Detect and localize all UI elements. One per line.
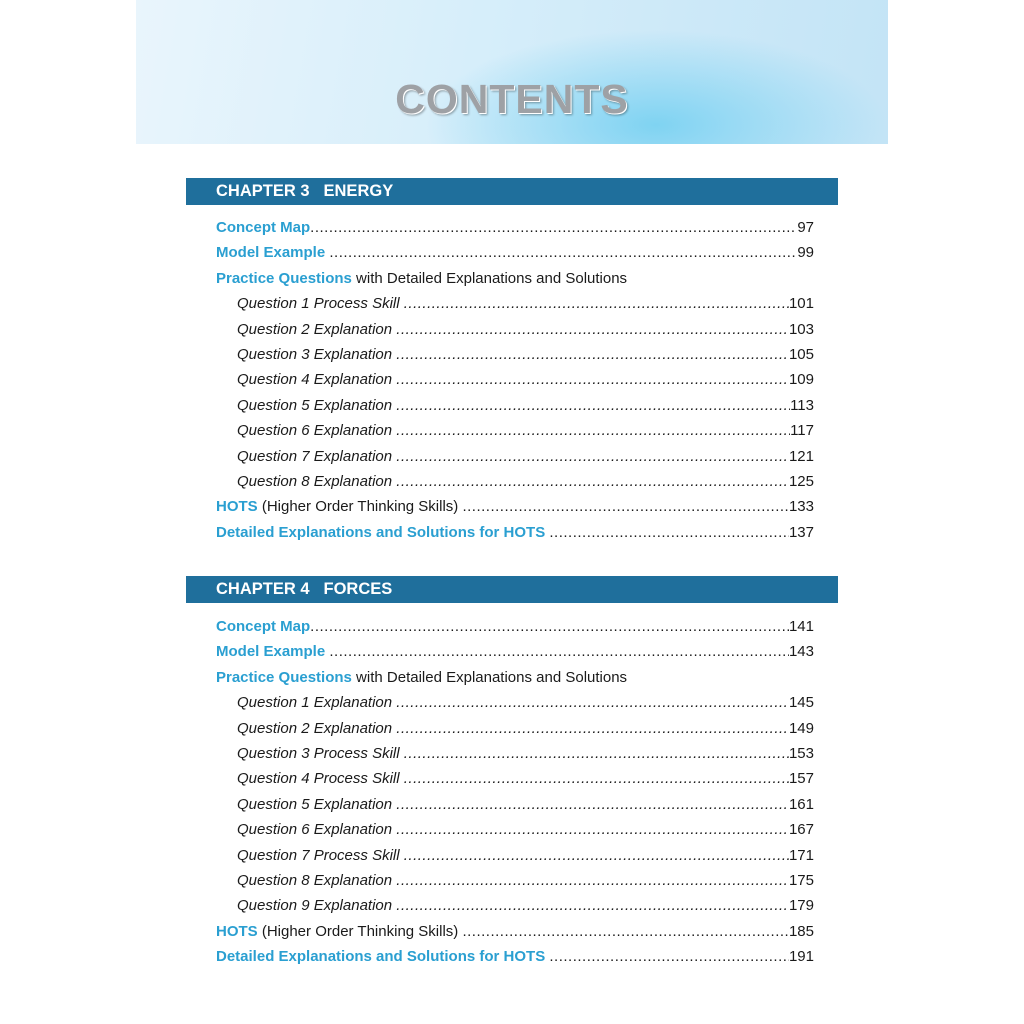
- dot-leader: [396, 448, 789, 465]
- toc-entry-label: [216, 669, 627, 686]
- dot-leader: [396, 473, 789, 490]
- page-number: 113: [790, 397, 814, 414]
- dot-leader: [404, 295, 789, 312]
- page-number: 143: [788, 643, 814, 660]
- toc-entry-text: Question 1 Process Skill: [237, 295, 404, 312]
- page-number: 171: [788, 847, 814, 864]
- dot-leader: [329, 244, 797, 261]
- page-number: 167: [788, 821, 814, 838]
- dot-leader: [404, 770, 789, 787]
- toc-entry: [237, 346, 814, 366]
- toc-entry-label: [237, 321, 396, 338]
- toc-entry: [237, 448, 814, 468]
- dot-leader: [396, 821, 789, 838]
- toc-entry-highlight: Practice Questions: [216, 270, 352, 287]
- page-number: 121: [788, 448, 814, 465]
- toc-entry-label: [216, 923, 462, 940]
- toc-entry-text: (Higher Order Thinking Skills): [257, 498, 463, 515]
- toc-entry: [216, 524, 814, 544]
- toc-entry-text: Question 9 Explanation: [237, 897, 397, 914]
- chapter-name: ENERGY: [323, 182, 394, 200]
- chapter-3-header: [186, 178, 838, 205]
- header-banner: [136, 0, 888, 144]
- page-number: 103: [788, 321, 814, 338]
- page-number: 109: [788, 371, 814, 388]
- chapter-number: CHAPTER 3: [216, 182, 310, 200]
- toc-entry-text: with Detailed Explanations and Solutions: [351, 270, 628, 287]
- toc-entry: [216, 618, 814, 638]
- dot-leader: [549, 524, 789, 541]
- toc-entry: [237, 770, 814, 790]
- toc-entry-label: [237, 796, 396, 813]
- dot-leader: [310, 219, 797, 236]
- toc-entry-label: [237, 295, 404, 312]
- page-number: 105: [788, 346, 814, 363]
- toc-entry-label: [237, 694, 396, 711]
- toc-entry: [216, 643, 814, 663]
- toc-entry-highlight: Practice Questions: [216, 669, 352, 686]
- toc-entry: [216, 219, 814, 239]
- page-number: 161: [788, 796, 814, 813]
- page-number: 153: [788, 745, 814, 762]
- toc-entry-text: Question 5 Explanation: [237, 796, 397, 813]
- toc-entry-highlight: Concept Map: [216, 219, 311, 236]
- toc-entry-label: [237, 397, 396, 414]
- dot-leader: [396, 321, 789, 338]
- toc-entry: [237, 371, 814, 391]
- dot-leader: [404, 745, 789, 762]
- toc-entry: [216, 498, 814, 518]
- toc-entry: [216, 270, 814, 290]
- dot-leader: [310, 618, 789, 635]
- page-number: 99: [797, 244, 814, 261]
- toc-entry-label: [237, 422, 396, 439]
- page-title: CONTENTS: [395, 76, 629, 122]
- toc-entry: [237, 745, 814, 765]
- dot-leader: [396, 371, 789, 388]
- toc-entry: [237, 321, 814, 341]
- page-number: 97: [797, 219, 814, 236]
- page-number: 101: [788, 295, 814, 312]
- toc-entry-highlight: Concept Map: [216, 618, 311, 635]
- toc-entry: [237, 397, 814, 417]
- toc-entry-label: [237, 872, 396, 889]
- page-number: 191: [788, 948, 814, 965]
- page-number: 137: [788, 524, 814, 541]
- toc-entry-label: [237, 821, 396, 838]
- toc-entry: [237, 847, 814, 867]
- toc-entry-text: with Detailed Explanations and Solutions: [351, 669, 628, 686]
- dot-leader: [396, 422, 790, 439]
- page-number: 141: [788, 618, 814, 635]
- toc-entry-label: [237, 371, 396, 388]
- toc-entry-highlight: HOTS: [216, 923, 258, 940]
- toc-entry: [237, 473, 814, 493]
- toc-entry-text: Question 4 Process Skill: [237, 770, 404, 787]
- toc-entry: [216, 244, 814, 264]
- toc-entry-text: Question 4 Explanation: [237, 371, 397, 388]
- page-number: 133: [788, 498, 814, 515]
- toc-entry: [216, 923, 814, 943]
- page-number: 149: [788, 720, 814, 737]
- toc-entry: [237, 720, 814, 740]
- toc-entry-text: Question 8 Explanation: [237, 872, 397, 889]
- toc-entry: [237, 796, 814, 816]
- page-number: 157: [788, 770, 814, 787]
- toc-entry-text: Question 2 Explanation: [237, 720, 397, 737]
- dot-leader: [462, 498, 789, 515]
- toc-entry-text: Question 1 Explanation: [237, 694, 397, 711]
- toc-entry-text: Question 7 Process Skill: [237, 847, 404, 864]
- toc-entry: [216, 948, 814, 968]
- chapter-4-header: [186, 576, 838, 603]
- dot-leader: [396, 872, 789, 889]
- dot-leader: [462, 923, 789, 940]
- toc-entry-text: Question 6 Explanation: [237, 422, 397, 439]
- toc-entry-text: (Higher Order Thinking Skills): [257, 923, 463, 940]
- toc-entry-label: [237, 473, 396, 490]
- toc-entry-label: [237, 720, 396, 737]
- toc-entry-text: Question 8 Explanation: [237, 473, 397, 490]
- page-number: 145: [788, 694, 814, 711]
- dot-leader: [396, 694, 789, 711]
- toc-entry-label: [216, 270, 627, 287]
- toc-entry-label: [216, 948, 549, 965]
- toc-entry-label: [216, 244, 329, 261]
- toc-entry-label: [237, 448, 396, 465]
- toc-entry: [216, 669, 814, 689]
- dot-leader: [329, 643, 789, 660]
- dot-leader: [396, 346, 789, 363]
- toc-entry-text: Question 3 Explanation: [237, 346, 397, 363]
- toc-entry-label: [216, 618, 310, 635]
- toc-entry: [237, 295, 814, 315]
- dot-leader: [396, 397, 790, 414]
- toc-entry-label: [237, 745, 404, 762]
- dot-leader: [396, 720, 789, 737]
- toc-entry-label: [216, 219, 310, 236]
- toc-entry-label: [216, 643, 329, 660]
- toc-entry-text: Question 6 Explanation: [237, 821, 397, 838]
- toc-entry-text: Question 2 Explanation: [237, 321, 397, 338]
- dot-leader: [396, 796, 789, 813]
- toc-entry-label: [216, 524, 549, 541]
- toc-entry-highlight: Detailed Explanations and Solutions for HOTS: [216, 948, 546, 965]
- toc-entry-highlight: HOTS: [216, 498, 258, 515]
- toc-entry-label: [216, 498, 462, 515]
- toc-entry: [237, 821, 814, 841]
- page-number: 185: [788, 923, 814, 940]
- toc-entry-label: [237, 346, 396, 363]
- dot-leader: [396, 897, 789, 914]
- page-number: 117: [790, 422, 814, 439]
- dot-leader: [404, 847, 789, 864]
- toc-entry-label: [237, 770, 404, 787]
- chapter-name: FORCES: [323, 580, 393, 598]
- toc-entry-text: Question 3 Process Skill: [237, 745, 404, 762]
- page-number: 179: [788, 897, 814, 914]
- toc-entry: [237, 872, 814, 892]
- toc-entry-text: Question 7 Explanation: [237, 448, 397, 465]
- dot-leader: [549, 948, 789, 965]
- toc-entry-highlight: Model Example: [216, 643, 326, 660]
- toc-entry: [237, 422, 814, 442]
- toc-entry: [237, 694, 814, 714]
- toc-entry-label: [237, 897, 396, 914]
- toc-entry: [237, 897, 814, 917]
- toc-entry-text: Question 5 Explanation: [237, 397, 397, 414]
- page-number: 125: [788, 473, 814, 490]
- toc-entry-highlight: Detailed Explanations and Solutions for HOTS: [216, 524, 546, 541]
- page-number: 175: [788, 872, 814, 889]
- toc-entry-label: [237, 847, 404, 864]
- chapter-number: CHAPTER 4: [216, 580, 310, 598]
- toc-entry-highlight: Model Example: [216, 244, 326, 261]
